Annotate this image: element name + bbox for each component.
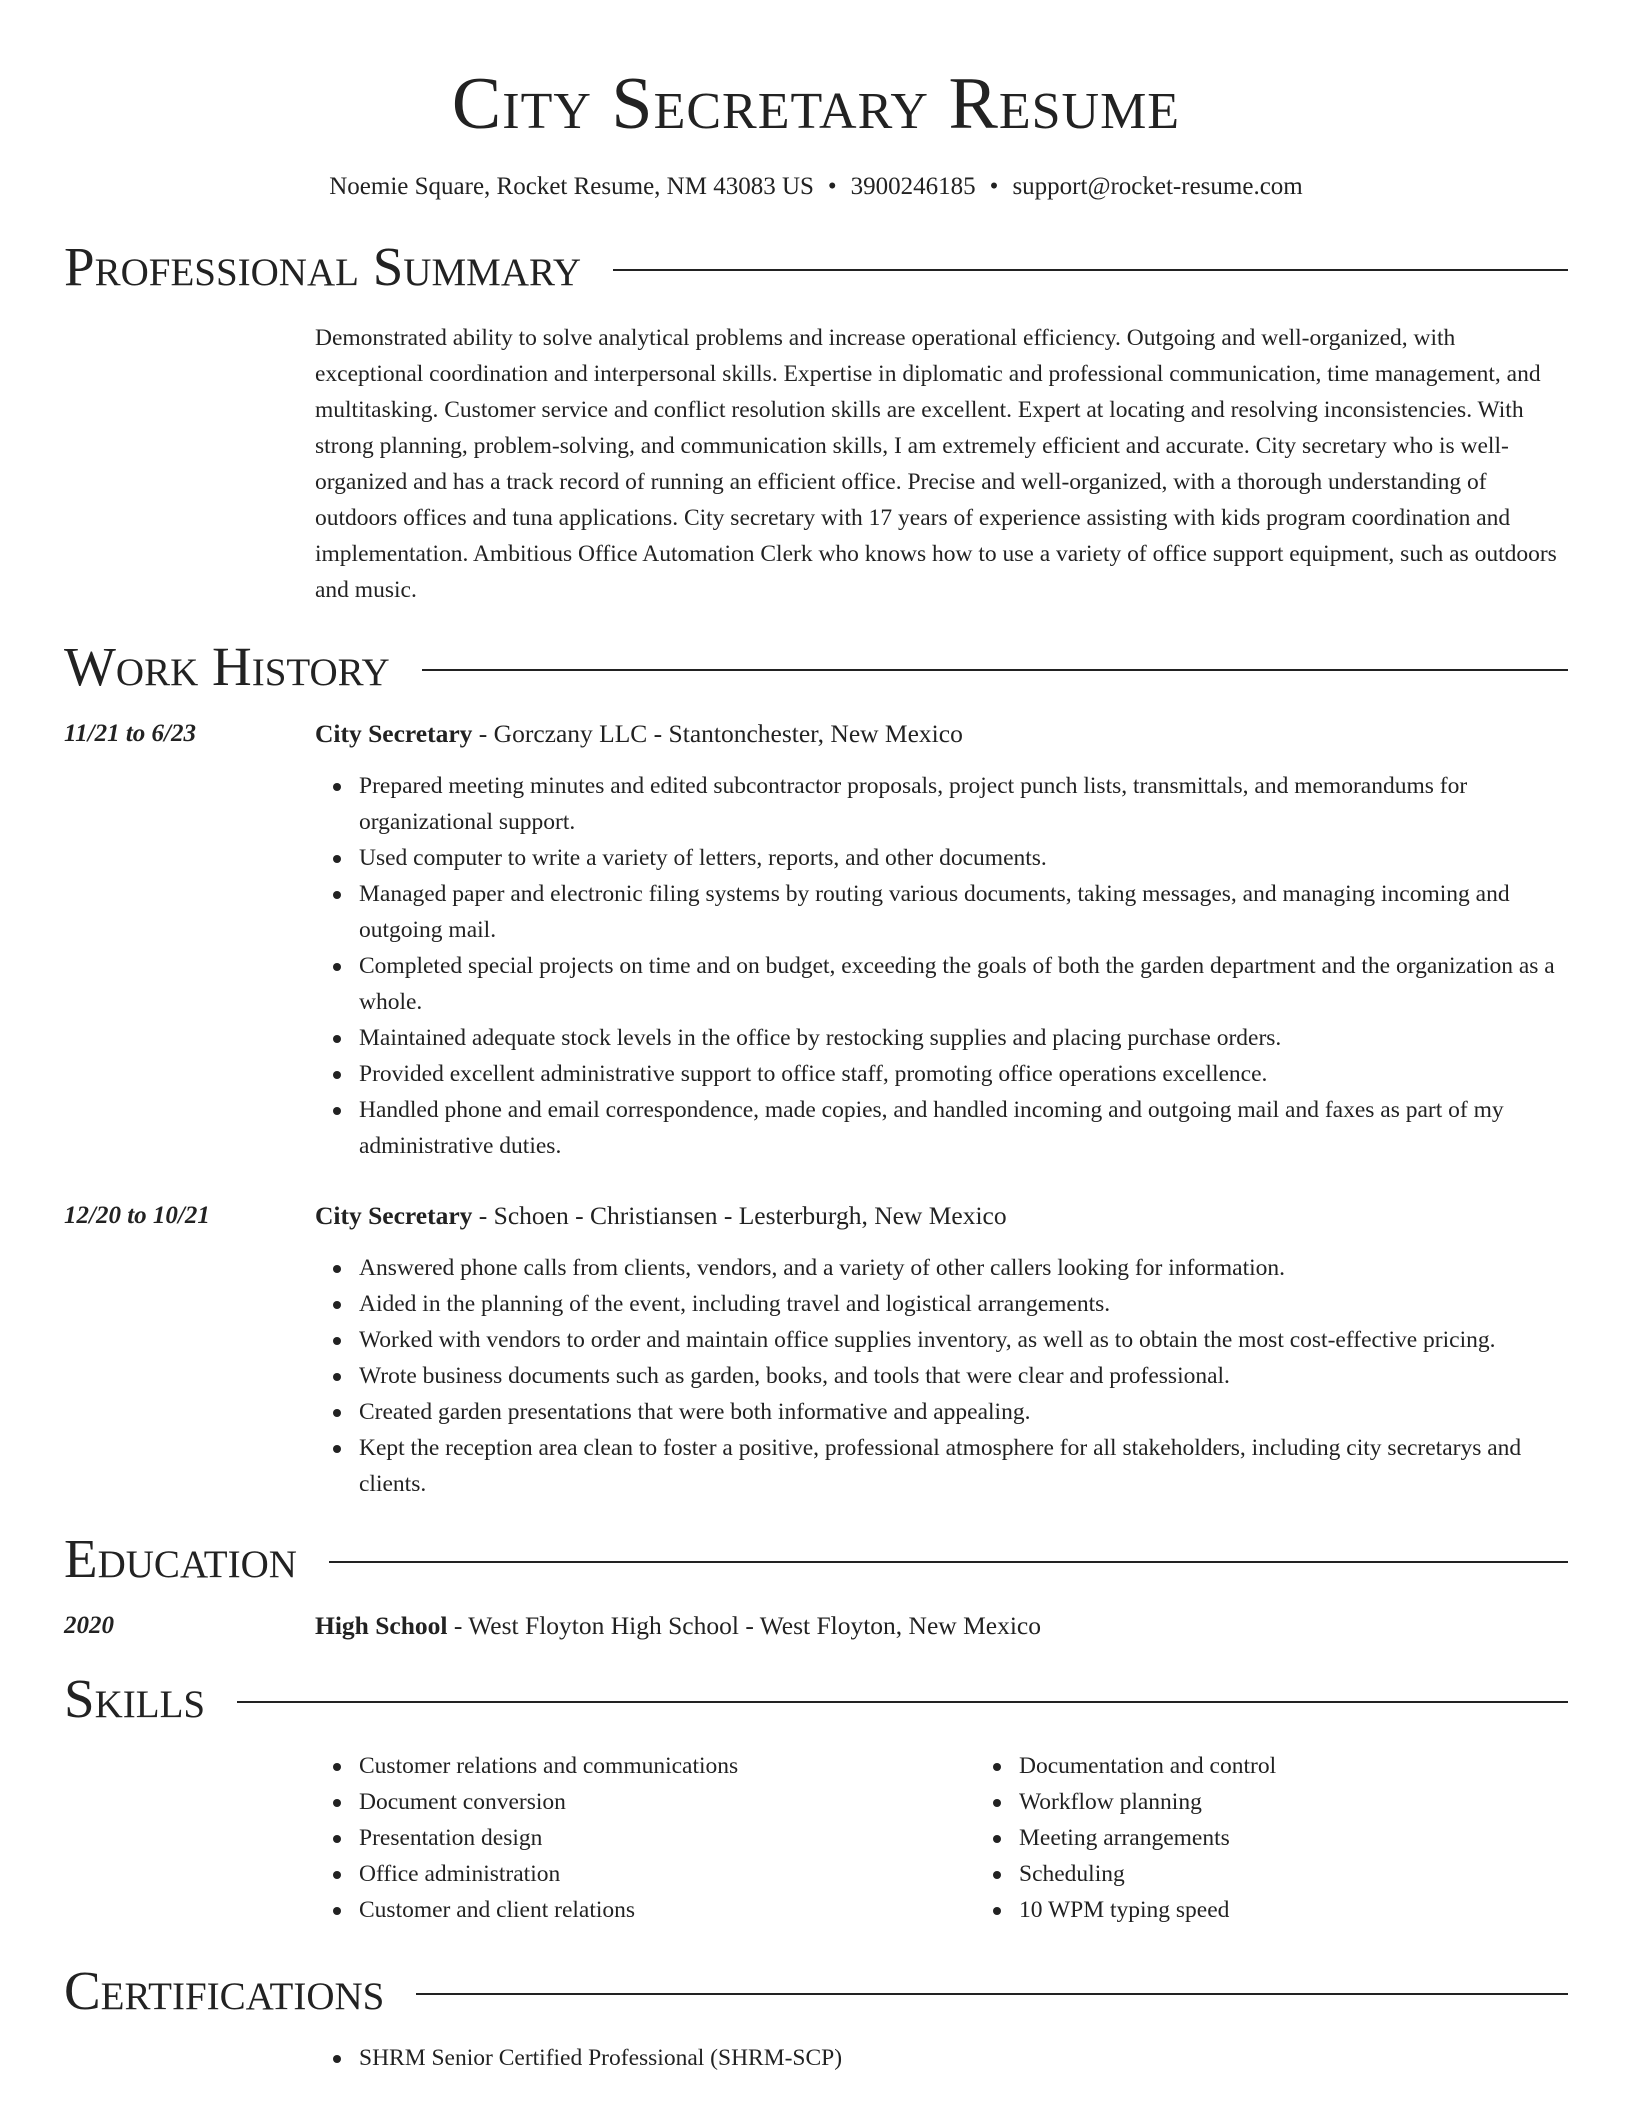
job-bullet: Used computer to write a variety of letters, reports, and other documents.: [359, 840, 1568, 876]
job-bullet: Completed special projects on time and on budget, exceeding the goals of both the garden department and the organization as a whole.: [359, 948, 1568, 1020]
skill-item: 10 WPM typing speed: [1019, 1892, 1276, 1928]
contact-phone: 3900246185: [850, 173, 976, 200]
job-title-line: [315, 1198, 1568, 1234]
skill-item: Customer relations and communications: [359, 1748, 975, 1784]
certifications-section-header: [64, 1958, 1568, 2024]
section-divider: [422, 669, 1568, 671]
education-entry: [64, 1608, 1568, 1644]
skills-grid: [315, 1748, 1568, 1928]
contact-separator: •: [827, 173, 837, 200]
job-bullet: Managed paper and electronic filing systems by routing various documents, taking messages, and managing incoming and outgoing mail.: [359, 876, 1568, 948]
contact-line: [64, 170, 1568, 204]
job-bullet: Provided excellent administrative support to office staff, promoting office operations excellence.: [359, 1056, 1568, 1092]
skill-item: Customer and client relations: [359, 1892, 975, 1928]
education-school: - West Floyton High School - West Floyton, New Mexico: [447, 1611, 1041, 1640]
certifications-section-title: Certifications: [64, 1960, 385, 2021]
summary-section-header: [64, 234, 1568, 300]
section-divider: [329, 1561, 1568, 1563]
skill-item: Document conversion: [359, 1784, 975, 1820]
skill-item: Office administration: [359, 1856, 975, 1892]
skills-section-header: [64, 1666, 1568, 1732]
job-dates: 11/21 to 6/23: [64, 720, 196, 747]
job-entry: [64, 1198, 1568, 1502]
job-bullet: Handled phone and email correspondence, made copies, and handled incoming and outgoing mail and faxes as part of my administrative duties.: [359, 1092, 1568, 1164]
section-divider: [416, 1993, 1568, 1995]
skill-item: Workflow planning: [1019, 1784, 1276, 1820]
education-degree: High School: [315, 1611, 448, 1640]
job-title-line: [315, 716, 1568, 752]
contact-separator: •: [989, 173, 999, 200]
work-section-title: Work History: [64, 636, 390, 697]
summary-row: [64, 320, 1568, 608]
certifications-list: [315, 2040, 1568, 2076]
skills-column-2: [975, 1748, 1276, 1928]
job-bullet: Created garden presentations that were both informative and appealing.: [359, 1394, 1568, 1430]
job-bullet: Answered phone calls from clients, vendors, and a variety of other callers looking for information.: [359, 1250, 1568, 1286]
summary-text: Demonstrated ability to solve analytical problems and increase operational efficiency. Outgoing and well-organized, with exceptional coordination and interpersonal skills. Expertise in diplomatic and professional communication, time management, and multitasking. Customer service and conflict resolution skills are excellent. Expert at locating and resolving inconsistencies. With strong planning, problem-solving, and communication skills, I am extremely efficient and accurate. City secretary who is well-organized and has a track record of running an efficient office. Precise and well-organized, with a thorough understanding of outdoors offices and tuna applications. City secretary with 17 years of experience assisting with kids program coordination and implementation. Ambitious Office Automation Clerk who knows how to use a variety of office support equipment, such as outdoors and music.: [315, 325, 1557, 603]
job-bullet: Maintained adequate stock levels in the office by restocking supplies and placing purchase orders.: [359, 1020, 1568, 1056]
skills-section-title: Skills: [64, 1668, 206, 1729]
certifications-row: [64, 2024, 1568, 2076]
skill-item: Documentation and control: [1019, 1748, 1276, 1784]
contact-email: support@rocket-resume.com: [1012, 173, 1303, 200]
skills-row: [64, 1732, 1568, 1928]
section-divider: [613, 269, 1568, 271]
job-bullet: Worked with vendors to order and maintain office supplies inventory, as well as to obtain the most cost-effective pricing.: [359, 1322, 1568, 1358]
job-bullet: Aided in the planning of the event, including travel and logistical arrangements.: [359, 1286, 1568, 1322]
job-company: - Schoen - Christiansen - Lesterburgh, New Mexico: [472, 1201, 1007, 1230]
contact-address: Noemie Square, Rocket Resume, NM 43083 US: [329, 173, 814, 200]
skill-item: Scheduling: [1019, 1856, 1276, 1892]
resume-title: City Secretary Resume: [451, 63, 1181, 145]
education-section-title: Education: [64, 1528, 297, 1589]
certification-item: SHRM Senior Certified Professional (SHRM-SCP): [359, 2040, 1568, 2076]
skill-item: Meeting arrangements: [1019, 1820, 1276, 1856]
education-section-header: [64, 1526, 1568, 1592]
job-bullets: [315, 1250, 1568, 1502]
job-dates: 12/20 to 10/21: [64, 1202, 210, 1229]
job-entry: [64, 716, 1568, 1164]
summary-section-title: Professional Summary: [64, 236, 582, 297]
job-bullet: Prepared meeting minutes and edited subcontractor proposals, project punch lists, transmittals, and memorandums for organizational support.: [359, 768, 1568, 840]
job-bullet: Wrote business documents such as garden, books, and tools that were clear and professional.: [359, 1358, 1568, 1394]
skill-item: Presentation design: [359, 1820, 975, 1856]
job-position: City Secretary: [315, 719, 473, 748]
job-bullets: [315, 768, 1568, 1164]
resume-page: [64, 0, 1568, 2076]
job-company: - Gorczany LLC - Stantonchester, New Mexico: [472, 719, 963, 748]
job-bullet: Kept the reception area clean to foster a positive, professional atmosphere for all stakeholders, including city secretarys and clients.: [359, 1430, 1568, 1502]
job-position: City Secretary: [315, 1201, 473, 1230]
skills-column-1: [315, 1748, 975, 1928]
education-year: 2020: [64, 1612, 114, 1639]
section-divider: [237, 1701, 1568, 1703]
work-section-header: [64, 634, 1568, 700]
